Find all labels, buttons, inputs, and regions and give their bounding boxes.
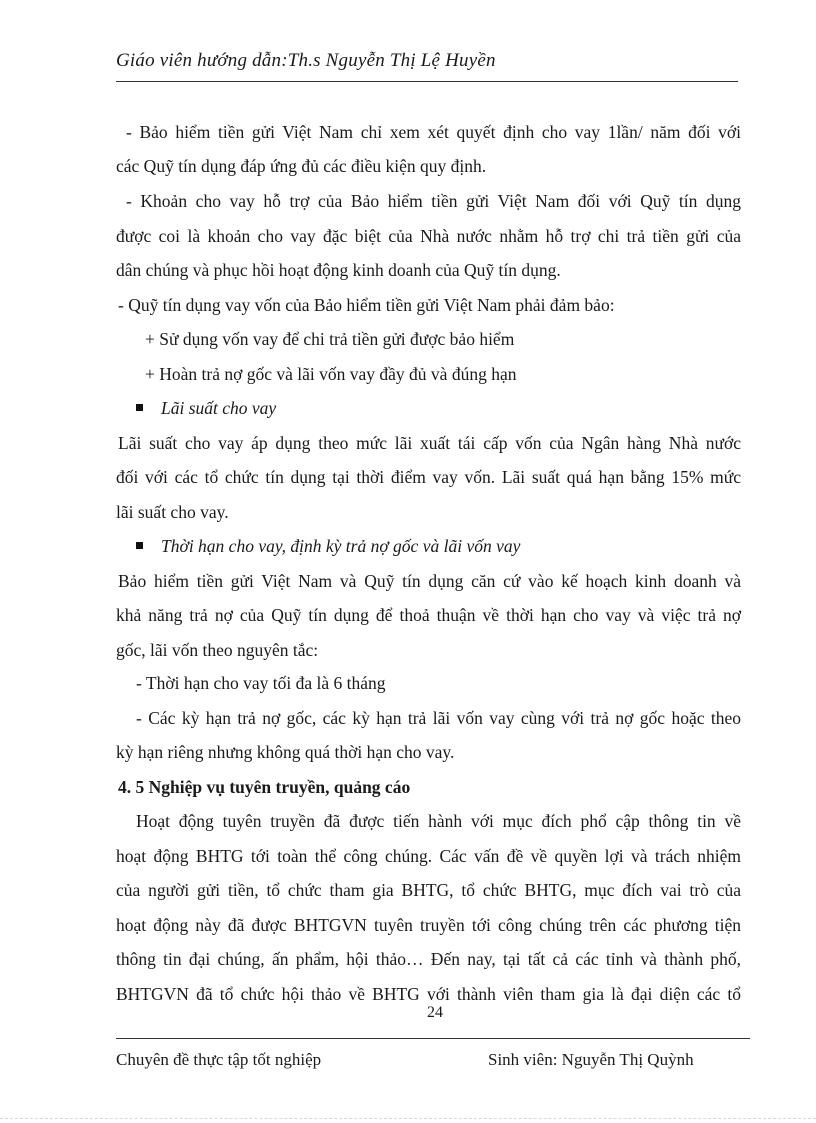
footer-divider bbox=[116, 1038, 750, 1039]
body-line: hoạt động BHTG tới toàn thể công chúng. Các vấn đề về quyền lợi và trách nhiệm bbox=[116, 846, 741, 866]
section-heading: 4. 5 Nghiệp vụ tuyên truyền, quảng cáo bbox=[118, 777, 411, 797]
bullet-label: Lãi suất cho vay bbox=[161, 398, 277, 418]
page-number: 24 bbox=[427, 1004, 443, 1021]
body-line: của người gửi tiền, tổ chức tham gia BHTG, tổ chức BHTG, mục đích vai trò của bbox=[116, 880, 741, 900]
body-line: được coi là khoản cho vay đặc biệt của Nhà nước nhằm hỗ trợ chi trả tiền gửi của bbox=[116, 226, 741, 246]
body-line: lãi suất cho vay. bbox=[116, 502, 229, 522]
body-line: - Bảo hiểm tiền gửi Việt Nam chỉ xem xét quyết định cho vay 1lần/ năm đối với bbox=[126, 122, 741, 142]
bullet-label: Thời hạn cho vay, định kỳ trả nợ gốc và lãi vốn vay bbox=[161, 536, 521, 556]
body-line: - Thời hạn cho vay tối đa là 6 tháng bbox=[136, 673, 386, 693]
body-line: kỳ hạn riêng nhưng không quá thời hạn cho vay. bbox=[116, 742, 455, 762]
body-line: hoạt động này đã được BHTGVN tuyên truyền tới công chúng trên các phương tiện bbox=[116, 915, 741, 935]
body-line: thông tin đại chúng, ấn phẩm, hội thảo… Đến nay, tại tất cả các tỉnh và thành phố, bbox=[116, 949, 741, 969]
body-line: - Khoản cho vay hỗ trợ của Bảo hiểm tiền gửi Việt Nam đối với Quỹ tín dụng bbox=[126, 191, 741, 211]
body-line: gốc, lãi vốn theo nguyên tắc: bbox=[116, 640, 319, 660]
body-line: - Quỹ tín dụng vay vốn của Bảo hiểm tiền gửi Việt Nam phải đảm bảo: bbox=[118, 295, 615, 315]
bullet-lai-suat bbox=[136, 397, 276, 419]
bullet-thoi-han bbox=[136, 535, 520, 557]
footer-title: Chuyên đề thực tập tốt nghiệp bbox=[116, 1050, 322, 1069]
body-line: khả năng trả nợ của Quỹ tín dụng để thoả thuận về thời hạn cho vay và việc trả nợ bbox=[116, 605, 741, 625]
square-bullet-icon bbox=[136, 404, 143, 411]
body-line: - Các kỳ hạn trả nợ gốc, các kỳ hạn trả lãi vốn vay cùng với trả nợ gốc hoặc theo bbox=[136, 708, 741, 728]
header-divider bbox=[116, 81, 738, 82]
body-line: Bảo hiểm tiền gửi Việt Nam và Quỹ tín dụng căn cứ vào kế hoạch kinh doanh và bbox=[118, 571, 741, 591]
body-line: Hoạt động tuyên truyền đã được tiến hành với mục đích phổ cập thông tin về bbox=[136, 811, 741, 831]
body-line: + Hoàn trả nợ gốc và lãi vốn vay đầy đủ và đúng hạn bbox=[145, 364, 517, 384]
body-line: đối với các tổ chức tín dụng tại thời điểm vay vốn. Lãi suất quá hạn bằng 15% mức bbox=[116, 467, 741, 487]
body-line: dân chúng và phục hồi hoạt động kinh doanh của Quỹ tín dụng. bbox=[116, 260, 561, 280]
body-line: Lãi suất cho vay áp dụng theo mức lãi xuất tái cấp vốn của Ngân hàng Nhà nước bbox=[118, 433, 741, 453]
body-line: + Sử dụng vốn vay để chi trả tiền gửi được bảo hiểm bbox=[145, 329, 515, 349]
square-bullet-icon bbox=[136, 542, 143, 549]
page-edge-dashes bbox=[0, 1118, 816, 1119]
footer-author: Sinh viên: Nguyễn Thị Quỳnh bbox=[488, 1050, 694, 1069]
page-header: Giáo viên hướng dẫn:Th.s Nguyễn Thị Lệ Huyền bbox=[116, 50, 496, 71]
body-line: các Quỹ tín dụng đáp ứng đủ các điều kiện quy định. bbox=[116, 156, 487, 176]
body-line: BHTGVN đã tổ chức hội thảo về BHTG với thành viên tham gia là đại diện các tổ bbox=[116, 984, 741, 1004]
